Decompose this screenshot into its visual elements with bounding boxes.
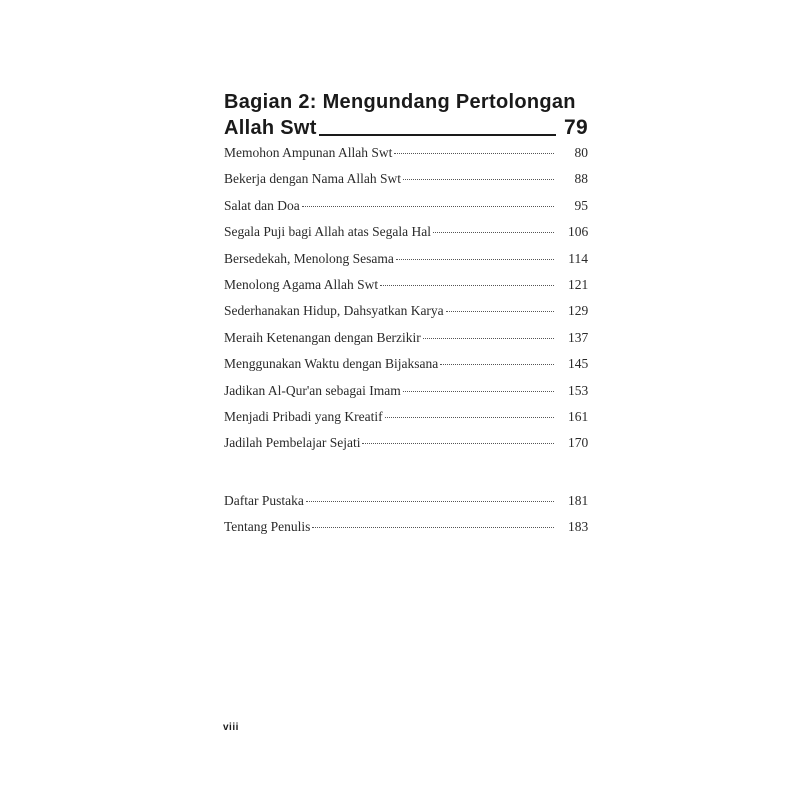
dot-leader (394, 153, 554, 154)
toc-entry (224, 383, 588, 409)
toc-entry-title: Bersedekah, Menolong Sesama (224, 250, 394, 266)
section-heading-line1: Bagian 2: Mengundang Pertolongan (224, 91, 576, 113)
toc-entry-title: Salat dan Doa (224, 197, 300, 213)
toc-entry-title: Tentang Penulis (224, 519, 311, 535)
toc-entry-page: 114 (568, 250, 588, 266)
toc-entry-page: 145 (568, 356, 589, 372)
dot-leader (385, 417, 554, 418)
dot-leader (396, 259, 554, 260)
toc-entry-title: Sederhanakan Hidup, Dahsyatkan Karya (224, 303, 444, 319)
dot-leader (380, 285, 554, 286)
toc-entry-page: 153 (568, 382, 589, 398)
section-heading-title-end: Allah Swt (224, 117, 317, 139)
toc-entry-title: Jadikan Al-Qur'an sebagai Imam (224, 382, 401, 398)
toc-entry (224, 493, 588, 519)
toc-entry (224, 171, 588, 197)
toc-entry-page: 161 (568, 408, 589, 424)
toc-entry (224, 251, 588, 277)
dot-leader (302, 206, 554, 207)
toc-entry (224, 519, 588, 545)
toc-entry-page: 181 (568, 492, 589, 508)
toc-entry (224, 303, 588, 329)
toc-entry (224, 198, 588, 224)
toc-entry-page: 95 (574, 197, 588, 213)
toc-entry-page: 88 (574, 171, 588, 187)
dot-leader (403, 179, 554, 180)
toc-entry-title: Daftar Pustaka (224, 492, 304, 508)
toc-entry-page: 106 (568, 224, 589, 240)
toc-entry-page: 121 (568, 276, 589, 292)
toc-entry-title: Menjadi Pribadi yang Kreatif (224, 408, 383, 424)
toc-entry (224, 330, 588, 356)
section-spacer (224, 462, 588, 489)
toc-entry-title: Bekerja dengan Nama Allah Swt (224, 171, 401, 187)
toc-entry-title: Segala Puji bagi Allah atas Segala Hal (224, 224, 431, 240)
dot-leader (312, 527, 554, 528)
toc-entry-page: 170 (568, 435, 589, 451)
dot-leader (403, 391, 554, 392)
dot-leader (440, 364, 554, 365)
dot-leader (433, 232, 554, 233)
section-heading-line2 (224, 115, 588, 141)
folio-page-number: viii (223, 722, 239, 733)
toc-entry (224, 356, 588, 382)
toc-entry-title: Meraih Ketenangan dengan Berzikir (224, 329, 421, 345)
dot-leader (306, 501, 554, 502)
toc-entry (224, 277, 588, 303)
toc-entry (224, 409, 588, 435)
table-of-contents (224, 89, 588, 545)
toc-entry (224, 224, 588, 250)
toc-entry-title: Menggunakan Waktu dengan Bijaksana (224, 356, 439, 372)
dot-leader (446, 311, 554, 312)
toc-entry (224, 435, 588, 461)
section-heading (224, 89, 588, 141)
toc-entry-title: Memohon Ampunan Allah Swt (224, 145, 393, 160)
section-page-number: 79 (564, 116, 588, 139)
toc-entry-page: 183 (568, 519, 589, 535)
toc-entry-page: 80 (574, 145, 588, 160)
back-matter-list (224, 493, 588, 546)
toc-entry-title: Menolong Agama Allah Swt (224, 276, 379, 292)
section-heading-rule (319, 134, 556, 136)
toc-entry (224, 145, 588, 171)
dot-leader (423, 338, 554, 339)
chapter-list (224, 145, 588, 462)
dot-leader (362, 443, 554, 444)
toc-entry-page: 129 (568, 303, 589, 319)
toc-entry-title: Jadilah Pembelajar Sejati (224, 435, 361, 451)
toc-entry-page: 137 (568, 329, 589, 345)
